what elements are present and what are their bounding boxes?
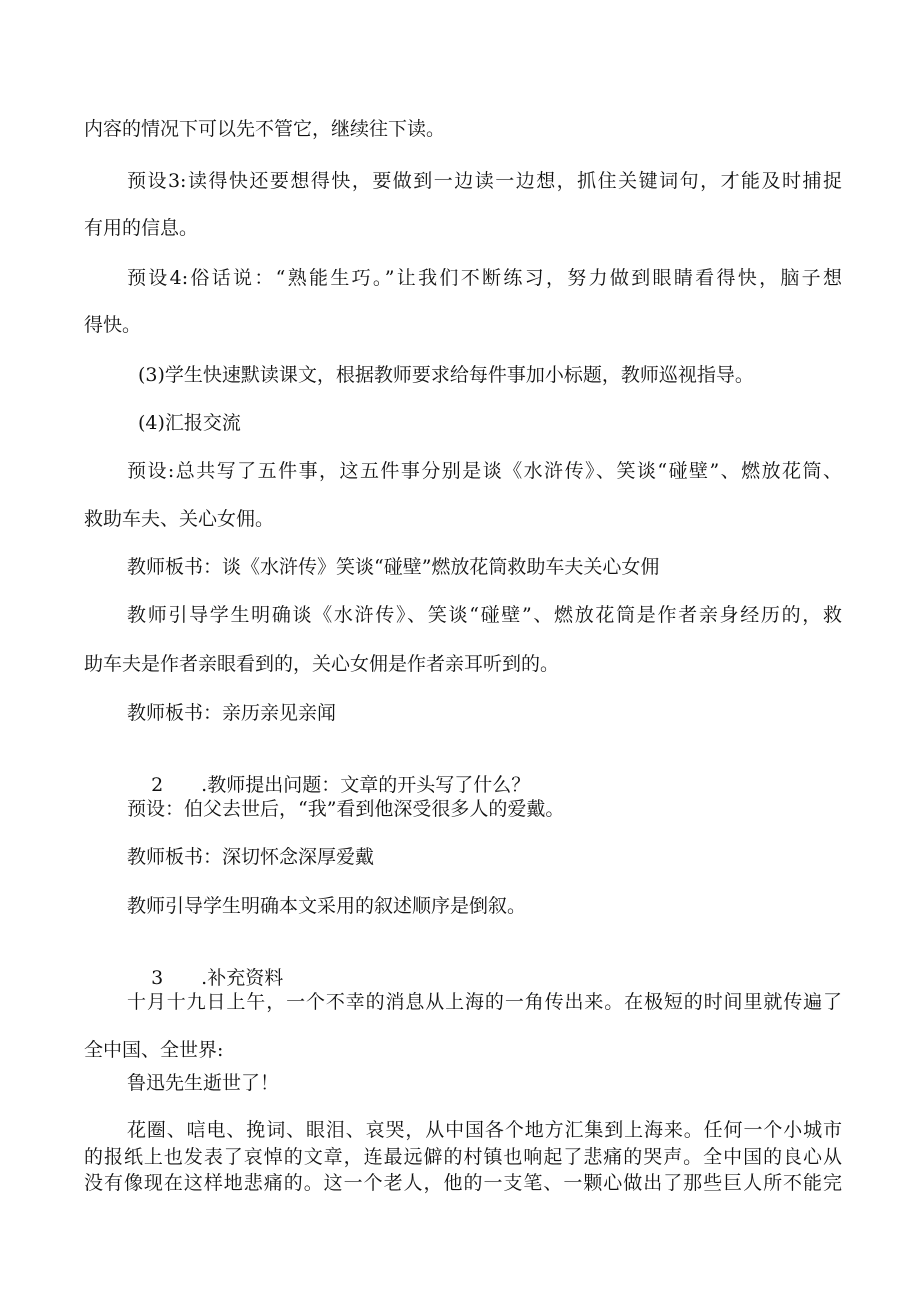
paragraph-line: 内容的情况下可以先不管它，继续往下读。	[84, 118, 446, 140]
paragraph-line: 助车夫是作者亲眼看到的，关心女佣是作者亲耳听到的。	[84, 653, 560, 675]
paragraph-line: 得快。	[84, 314, 142, 336]
paragraph-line: 没有像现在这样地悲痛的。这一个老人，他的一支笔、一颗心做出了那些巨人所不能完	[84, 1172, 842, 1194]
paragraph-line: 全中国、全世界:	[84, 1039, 224, 1061]
paragraph-line: 教师引导学生明确谈《水浒传》、笑谈“碰壁”、燃放花筒是作者亲身经历的，救	[127, 604, 842, 626]
paragraph-line: (3)学生快速默读课文，根据教师要求给每件事加小标题，教师巡视指导。	[138, 364, 754, 386]
paragraph-line: (4)汇报交流	[138, 412, 241, 434]
paragraph-line: 预设4:俗话说：“熟能生巧。”让我们不断练习，努力做到眼睛看得快，脑子想	[127, 267, 842, 289]
paragraph-line: 教师板书：亲历亲见亲闻	[127, 702, 337, 724]
paragraph-line: 教师引导学生明确本文采用的叙述顺序是倒叙。	[127, 895, 527, 917]
paragraph-line: 预设3:读得快还要想得快，要做到一边读一边想，抓住关键词句，才能及时捕捉	[127, 170, 842, 192]
paragraph-line: 预设:总共写了五件事，这五件事分别是谈《水浒传》、笑谈“碰壁”、燃放花筒、	[127, 460, 842, 482]
paragraph-line: 鲁迅先生逝世了！	[127, 1072, 280, 1094]
item-text: .补充资料	[201, 967, 284, 989]
paragraph-line: 十月十九日上午，一个不幸的消息从上海的一角传出来。在极短的时间里就传遍了	[127, 991, 842, 1013]
paragraph-line: 救助车夫、关心女佣。	[84, 508, 275, 530]
item-number: 2	[151, 774, 164, 796]
paragraph-line: 的报纸上也发表了哀悼的文章，连最远僻的村镇也响起了悲痛的哭声。全中国的良心从	[84, 1146, 842, 1168]
paragraph-line: 教师板书：谈《水浒传》笑谈“碰壁”燃放花筒救助车夫关心女佣	[127, 556, 660, 578]
paragraph-line: 有用的信息。	[84, 217, 199, 239]
paragraph-line: 花圈、唁电、挽词、眼泪、哀哭，从中国各个地方汇集到上海来。任何一个小城市	[127, 1119, 842, 1141]
item-text: .教师提出问题：文章的开头写了什么？	[201, 774, 531, 796]
paragraph-line: 教师板书：深切怀念深厚爱戴	[127, 846, 375, 868]
paragraph-line: 预设：伯父去世后，“我”看到他深受很多人的爱戴。	[127, 798, 565, 820]
item-number: 3	[151, 967, 164, 989]
